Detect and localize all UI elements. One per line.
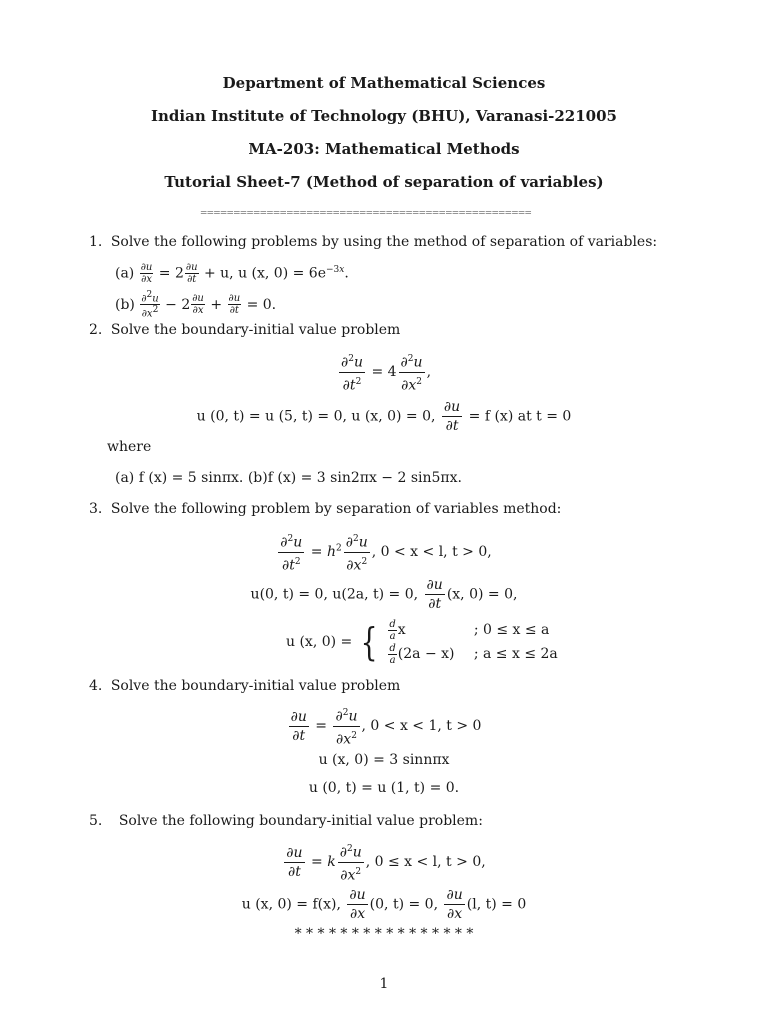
problem-1b-tail: = 0. (246, 296, 277, 313)
problem-2-bc-tail: = f (x) at t = 0 (468, 408, 572, 425)
problem-3 (89, 501, 561, 517)
fraction: $\frac{\partial^2u}{\partial x^2}$ (338, 840, 364, 884)
fraction: $\frac{\partial u}{\partial t}$ (185, 262, 198, 285)
problem-3-bc-tail: (x, 0) = 0, (446, 586, 518, 603)
problem-2-text: Solve the boundary-initial value problem (110, 322, 401, 338)
problem-4-ic: u (x, 0) = 3 sinnπx (318, 752, 450, 768)
problem-5-bc-tail: (l, t) = 0 (466, 896, 527, 913)
problem-5-bc-mid: (0, t) = 0, (369, 896, 439, 913)
course-title: MA-203: Mathematical Methods (248, 140, 520, 158)
fraction: $\frac{\partial u}{\partial t}$ (426, 577, 443, 612)
problem-4-pde: $\frac{\partial u}{\partial t}$ = $\frac{\partial^2u}{\partial x^2}$ , 0 < x < 1, t > 0 (0, 704, 768, 748)
fraction: $\frac{\partial^2u}{\partial t^2}$ (339, 350, 365, 394)
problem-5-pde: $\frac{\partial u}{\partial t}$ = k $\frac{\partial^2u}{\partial x^2}$ , 0 ≤ x < l, t > 0, (0, 840, 768, 884)
problem-5-text: Solve the following boundary-initial value problem: (118, 813, 483, 829)
case-1-cond: ; 0 ≤ x ≤ a (473, 622, 550, 638)
fraction: $\frac{\partial^2u}{\partial x^2}$ (333, 704, 359, 748)
problem-3-ic-lhs: u (x, 0) = (286, 634, 353, 650)
fraction: $\frac{\partial^2u}{\partial x^2}$ (344, 530, 370, 574)
sheet-title: Tutorial Sheet-7 (Method of separation of variables) (164, 173, 604, 191)
department-title: Department of Mathematical Sciences (222, 74, 546, 92)
problem-1a-label: (a) (115, 265, 135, 282)
fraction: $\frac{\partial u}{\partial x}$ (349, 887, 366, 922)
fraction: $\frac{\partial u}{\partial t}$ (443, 399, 461, 434)
problem-2-where: where (107, 439, 152, 455)
problem-4-number: 4. (89, 678, 103, 694)
fraction: $\frac{\partial u}{\partial t}$ (286, 844, 303, 880)
problem-4-text: Solve the boundary-initial value problem (110, 678, 401, 694)
problem-5-bc (0, 886, 768, 923)
problem-4-pde-tail: , 0 < x < 1, t > 0 (361, 718, 482, 735)
problem-2-pde: $\frac{\partial^2u}{\partial t^2}$ = 4 $\frac{\partial^2u}{\partial x^2}$ , (0, 350, 768, 394)
problem-1b: (b) $\frac{\partial^2u}{\partial x^2}$ − 2 $\frac{\partial u}{\partial x}$ + $\frac{\partial u}{\partial t}$ = 0. (115, 290, 277, 320)
problem-3-pde: $\frac{\partial^2u}{\partial t^2}$ = $h^2$ $\frac{\partial^2u}{\partial x^2}$ , 0 < x < l, t > 0, (0, 530, 768, 574)
problem-3-text: Solve the following problem by separation of variables method: (110, 501, 562, 517)
separator-line: ================================================== (200, 206, 532, 219)
problem-1a-tail: + u, u (x, 0) = 6e (203, 265, 326, 282)
fraction: $\frac{\partial u}{\partial x}$ (446, 887, 463, 922)
problem-2 (89, 322, 400, 338)
problem-1-text: Solve the following problems by using the method of separation of variables: (110, 234, 658, 250)
fraction: $\frac{\partial u}{\partial x}$ (140, 262, 153, 285)
problem-4 (89, 678, 400, 694)
case-1 (387, 618, 557, 642)
fraction: $\frac{\partial^2u}{\partial x^2}$ (399, 350, 425, 394)
fraction: $\frac{\partial u}{\partial t}$ (228, 293, 241, 317)
problem-2-bc (0, 398, 768, 435)
end-stars: * * * * * * * * * * * * * * * * (294, 926, 474, 942)
problem-3-bc-text: u(0, t) = 0, u(2a, t) = 0, (250, 586, 419, 603)
problem-5-number: 5. (89, 813, 103, 829)
fraction: $\frac{d}{a}$ (389, 642, 396, 666)
fraction: $\frac{\partial^2u}{\partial x^2}$ (141, 290, 159, 320)
fraction: $\frac{\partial u}{\partial t}$ (290, 708, 307, 744)
problem-3-bc (0, 576, 768, 613)
problem-1a: (a) $\frac{\partial u}{\partial x}$ = 2 $\frac{\partial u}{\partial t}$ + u, u (x, $0) = 6e^{-3x}$. (115, 262, 349, 285)
case-1-expr: x (397, 622, 406, 638)
problem-3-pde-tail: , 0 < x < l, t > 0, (371, 544, 492, 561)
page-number: 1 (379, 976, 389, 992)
case-2-expr: (2a − x) (397, 646, 455, 662)
problem-3-number: 3. (89, 501, 103, 517)
piecewise-cases (387, 618, 557, 666)
problem-5-bc-head: u (x, 0) = f(x), (241, 896, 341, 913)
problem-1 (89, 234, 657, 250)
problem-1b-label: (b) (115, 296, 135, 313)
institute-title: Indian Institute of Technology (BHU), Varanasi-221005 (150, 107, 617, 125)
problem-1-number: 1. (89, 234, 103, 250)
case-2 (387, 642, 557, 666)
problem-2-bc-text: u (0, t) = u (5, t) = 0, u (x, 0) = 0, (196, 408, 436, 425)
problem-5-pde-tail: , 0 ≤ x < l, t > 0, (365, 854, 486, 871)
problem-2-cases: (a) f (x) = 5 sinπx. (b)f (x) = 3 sin2πx − 2 sin5πx. (115, 470, 462, 486)
case-2-cond: ; a ≤ x ≤ 2a (473, 646, 558, 662)
fraction: $\frac{\partial u}{\partial x}$ (192, 293, 204, 317)
problem-3-ic (286, 618, 558, 666)
left-brace-icon: { (360, 620, 378, 664)
problem-4-bc: u (0, t) = u (1, t) = 0. (308, 780, 460, 796)
problem-2-number: 2. (89, 322, 103, 338)
fraction: $\frac{\partial^2u}{\partial t^2}$ (278, 530, 304, 574)
problem-5 (89, 813, 483, 829)
fraction: $\frac{d}{a}$ (389, 618, 396, 642)
